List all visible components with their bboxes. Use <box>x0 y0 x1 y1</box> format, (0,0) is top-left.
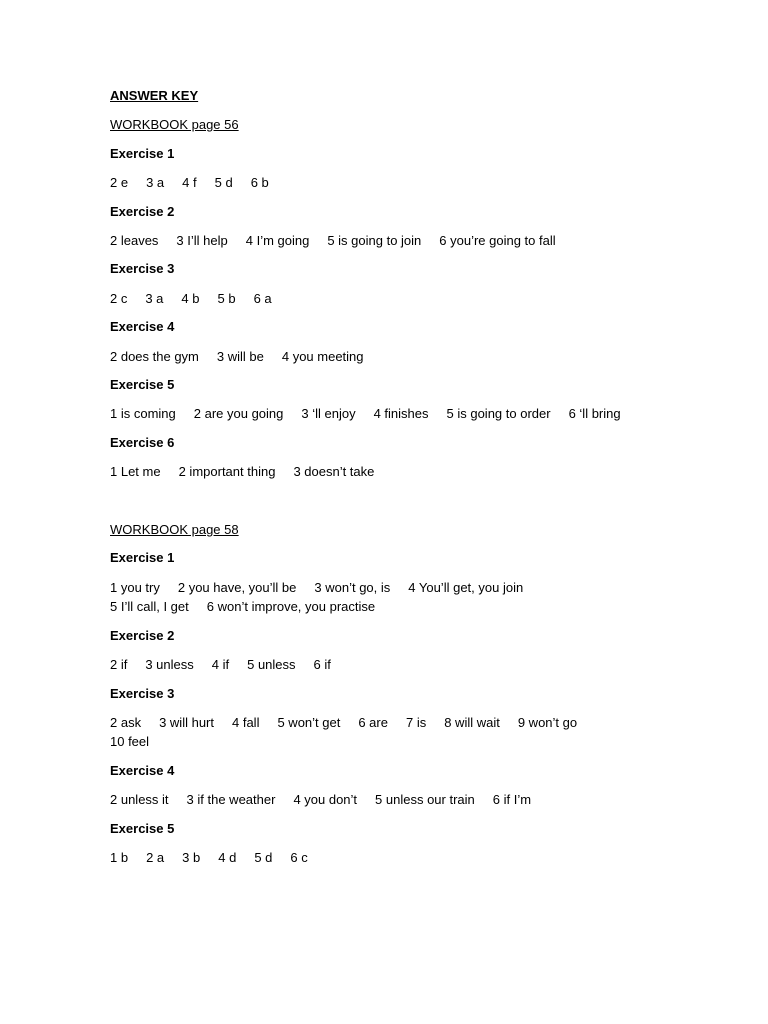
answer-item: 5 unless our train <box>375 792 475 807</box>
exercise-label: Exercise 5 <box>110 377 175 392</box>
answer-item: 6 if <box>313 657 331 672</box>
answer-line <box>110 175 269 191</box>
answer-line <box>110 349 364 365</box>
answer-line <box>110 291 272 307</box>
answer-item: 2 if <box>110 657 128 672</box>
answer-item: 3 I’ll help <box>176 233 228 248</box>
answer-item: 6 are <box>358 715 388 730</box>
answer-item: 4 b <box>181 291 200 306</box>
answer-item: 2 ask <box>110 715 142 730</box>
exercise-label: Exercise 3 <box>110 261 175 276</box>
answer-line <box>110 580 523 596</box>
answer-item: 6 if I’m <box>492 792 532 807</box>
answer-item: 4 f <box>182 175 197 190</box>
answer-item: 4 you don’t <box>293 792 358 807</box>
answer-item: 6 a <box>253 291 272 306</box>
answer-item: 4 if <box>211 657 230 672</box>
answer-item: 5 b <box>217 291 236 306</box>
answer-item: 3 doesn’t take <box>293 464 375 479</box>
page-title: ANSWER KEY <box>110 88 199 103</box>
answer-item: 1 b <box>110 850 129 865</box>
answer-item: 3 will hurt <box>159 715 214 730</box>
exercise-label: Exercise 6 <box>110 435 175 450</box>
answer-item: 5 unless <box>247 657 296 672</box>
answer-line <box>110 406 621 422</box>
answer-item: 2 are you going <box>193 406 284 421</box>
exercise-label: Exercise 5 <box>110 821 175 836</box>
exercise-label: Exercise 1 <box>110 550 175 565</box>
answer-item: 2 leaves <box>110 233 159 248</box>
answer-item: 3 if the weather <box>186 792 276 807</box>
answer-item: 5 d <box>214 175 233 190</box>
answer-item: 2 you have, you’ll be <box>177 580 297 595</box>
answer-item: 1 is coming <box>110 406 176 421</box>
answer-line <box>110 734 149 750</box>
answer-item: 7 is <box>405 715 427 730</box>
answer-item: 8 will wait <box>444 715 500 730</box>
answer-item: 6 b <box>250 175 269 190</box>
answer-item: 5 won’t get <box>277 715 341 730</box>
answer-line <box>110 657 331 673</box>
answer-item: 3 a <box>145 291 164 306</box>
answer-item: 2 important thing <box>178 464 276 479</box>
answer-line <box>110 599 375 615</box>
answer-item: 5 d <box>254 850 273 865</box>
answer-item: 10 feel <box>110 734 150 749</box>
answer-item: 6 ‘ll bring <box>568 406 621 421</box>
exercise-label: Exercise 2 <box>110 628 175 643</box>
answer-item: 6 won’t improve, you practise <box>206 599 376 614</box>
answer-item: 3 b <box>182 850 201 865</box>
answer-item: 2 unless it <box>110 792 169 807</box>
exercise-label: Exercise 1 <box>110 146 175 161</box>
answer-item: 3 a <box>146 175 165 190</box>
answer-item: 3 won’t go, is <box>314 580 391 595</box>
answer-item: 3 unless <box>145 657 194 672</box>
answer-item: 6 c <box>290 850 308 865</box>
answer-item: 4 You’ll get, you join <box>408 580 524 595</box>
answer-item: 9 won’t go <box>517 715 578 730</box>
answer-item: 1 Let me <box>110 464 161 479</box>
exercise-label: Exercise 4 <box>110 763 175 778</box>
answer-item: 5 is going to join <box>327 233 422 248</box>
answer-item: 2 c <box>110 291 128 306</box>
answer-line <box>110 464 374 480</box>
section-heading: WORKBOOK page 58 <box>110 522 239 537</box>
answer-item: 4 you meeting <box>281 349 364 364</box>
answer-item: 4 I’m going <box>245 233 310 248</box>
answer-item: 2 a <box>146 850 165 865</box>
answer-line <box>110 850 308 866</box>
answer-item: 2 does the gym <box>110 349 199 364</box>
answer-line <box>110 715 577 731</box>
answer-item: 5 I’ll call, I get <box>110 599 189 614</box>
exercise-label: Exercise 2 <box>110 204 175 219</box>
answer-item: 1 you try <box>110 580 160 595</box>
exercise-label: Exercise 4 <box>110 319 175 334</box>
answer-item: 4 fall <box>232 715 260 730</box>
exercise-label: Exercise 3 <box>110 686 175 701</box>
answer-item: 4 d <box>218 850 237 865</box>
answer-line <box>110 233 556 249</box>
answer-line <box>110 792 531 808</box>
answer-item: 5 is going to order <box>446 406 551 421</box>
section-heading: WORKBOOK page 56 <box>110 117 239 132</box>
answer-item: 3 will be <box>216 349 264 364</box>
answer-item: 4 finishes <box>373 406 429 421</box>
answer-item: 6 you’re going to fall <box>439 233 556 248</box>
answer-item: 3 ‘ll enjoy <box>301 406 356 421</box>
answer-item: 2 e <box>110 175 129 190</box>
answer-key-page <box>110 0 730 1024</box>
